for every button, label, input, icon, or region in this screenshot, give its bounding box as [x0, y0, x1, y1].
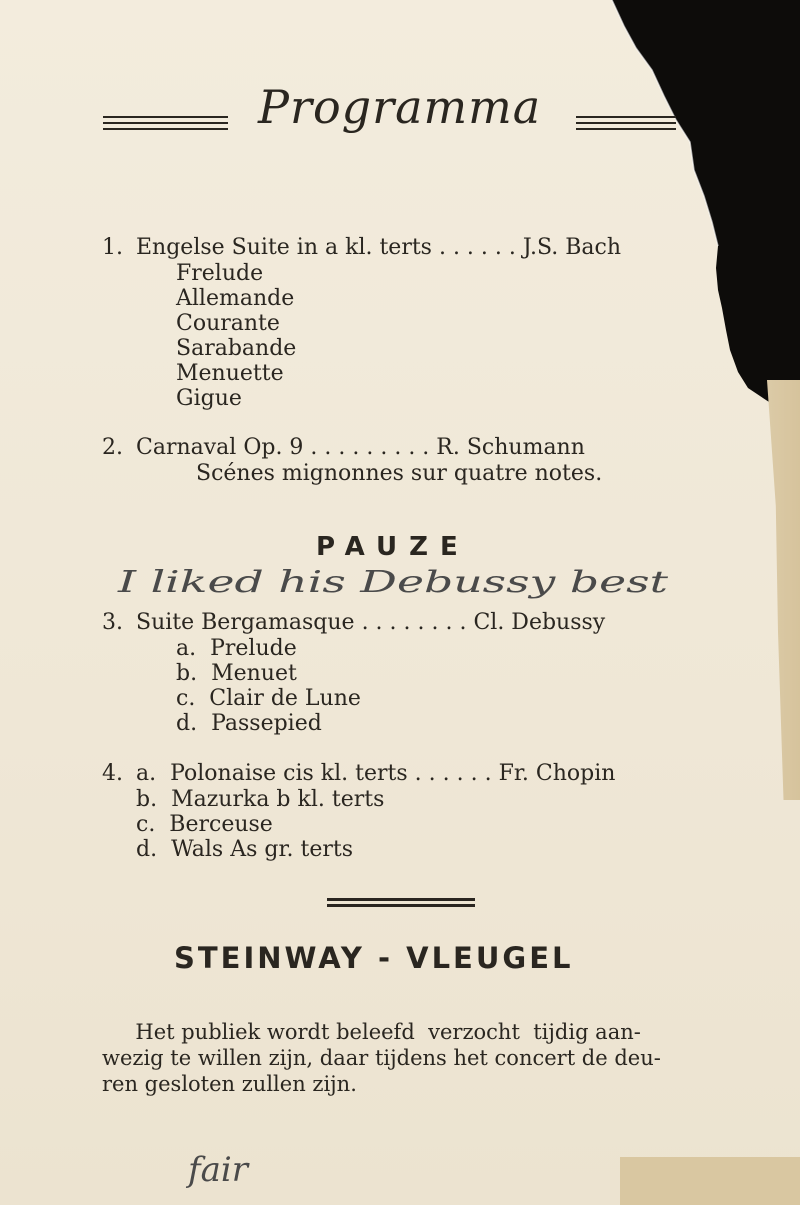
item-number: 3.	[102, 610, 123, 635]
movement: Menuette	[176, 361, 284, 386]
item-title: a. Polonaise cis kl. terts . . . . . . Fr. Chopin	[136, 761, 616, 786]
item-title: Carnaval Op. 9 . . . . . . . . . R. Schumann	[136, 435, 585, 460]
title-row	[100, 78, 675, 158]
item-number: 4.	[102, 761, 123, 786]
title-rule-right	[576, 116, 676, 134]
signature-text: fair	[188, 1150, 248, 1190]
handwritten-signature	[180, 1135, 310, 1205]
piano-heading: STEINWAY - VLEUGEL	[174, 941, 574, 975]
movement: c. Clair de Lune	[176, 686, 361, 711]
movement: b. Menuet	[176, 661, 297, 686]
item-number: 2.	[102, 435, 123, 460]
movement: c. Berceuse	[136, 812, 273, 837]
movement: b. Mazurka b kl. terts	[136, 787, 385, 812]
notice-line: ren gesloten zullen zijn.	[102, 1072, 357, 1096]
movement: a. Prelude	[176, 636, 297, 661]
movement: Frelude	[176, 261, 264, 286]
section-divider	[327, 898, 475, 910]
movement: Gigue	[176, 386, 242, 411]
handwritten-note-text: I liked his Debussy best	[116, 565, 670, 600]
movement: Allemande	[176, 286, 295, 311]
audience-notice	[102, 1019, 702, 1097]
title-rule-left	[103, 116, 228, 134]
program-item-4	[102, 761, 712, 871]
movement: d. Passepied	[176, 711, 322, 736]
bottom-paper-edge	[620, 1157, 800, 1205]
intermission-heading: PAUZE	[316, 532, 470, 562]
movement: d. Wals As gr. terts	[136, 837, 354, 862]
page-title: Programma	[258, 80, 542, 134]
item-subtitle: Scénes mignonnes sur quatre notes.	[196, 461, 603, 486]
program-item-2	[102, 435, 712, 495]
handwritten-note	[108, 556, 678, 608]
item-title: Engelse Suite in a kl. terts . . . . . . J.S. Bach	[136, 235, 622, 260]
movement: Courante	[176, 311, 280, 336]
item-number: 1.	[102, 235, 123, 260]
item-title: Suite Bergamasque . . . . . . . . Cl. Debussy	[136, 610, 606, 635]
notice-line: Het publiek wordt beleefd verzocht tijdig aan-	[102, 1020, 641, 1044]
program-item-1	[102, 235, 712, 415]
movement: Sarabande	[176, 336, 297, 361]
notice-line: wezig te willen zijn, daar tijdens het concert de deu-	[102, 1046, 661, 1070]
program-item-3	[102, 610, 712, 740]
